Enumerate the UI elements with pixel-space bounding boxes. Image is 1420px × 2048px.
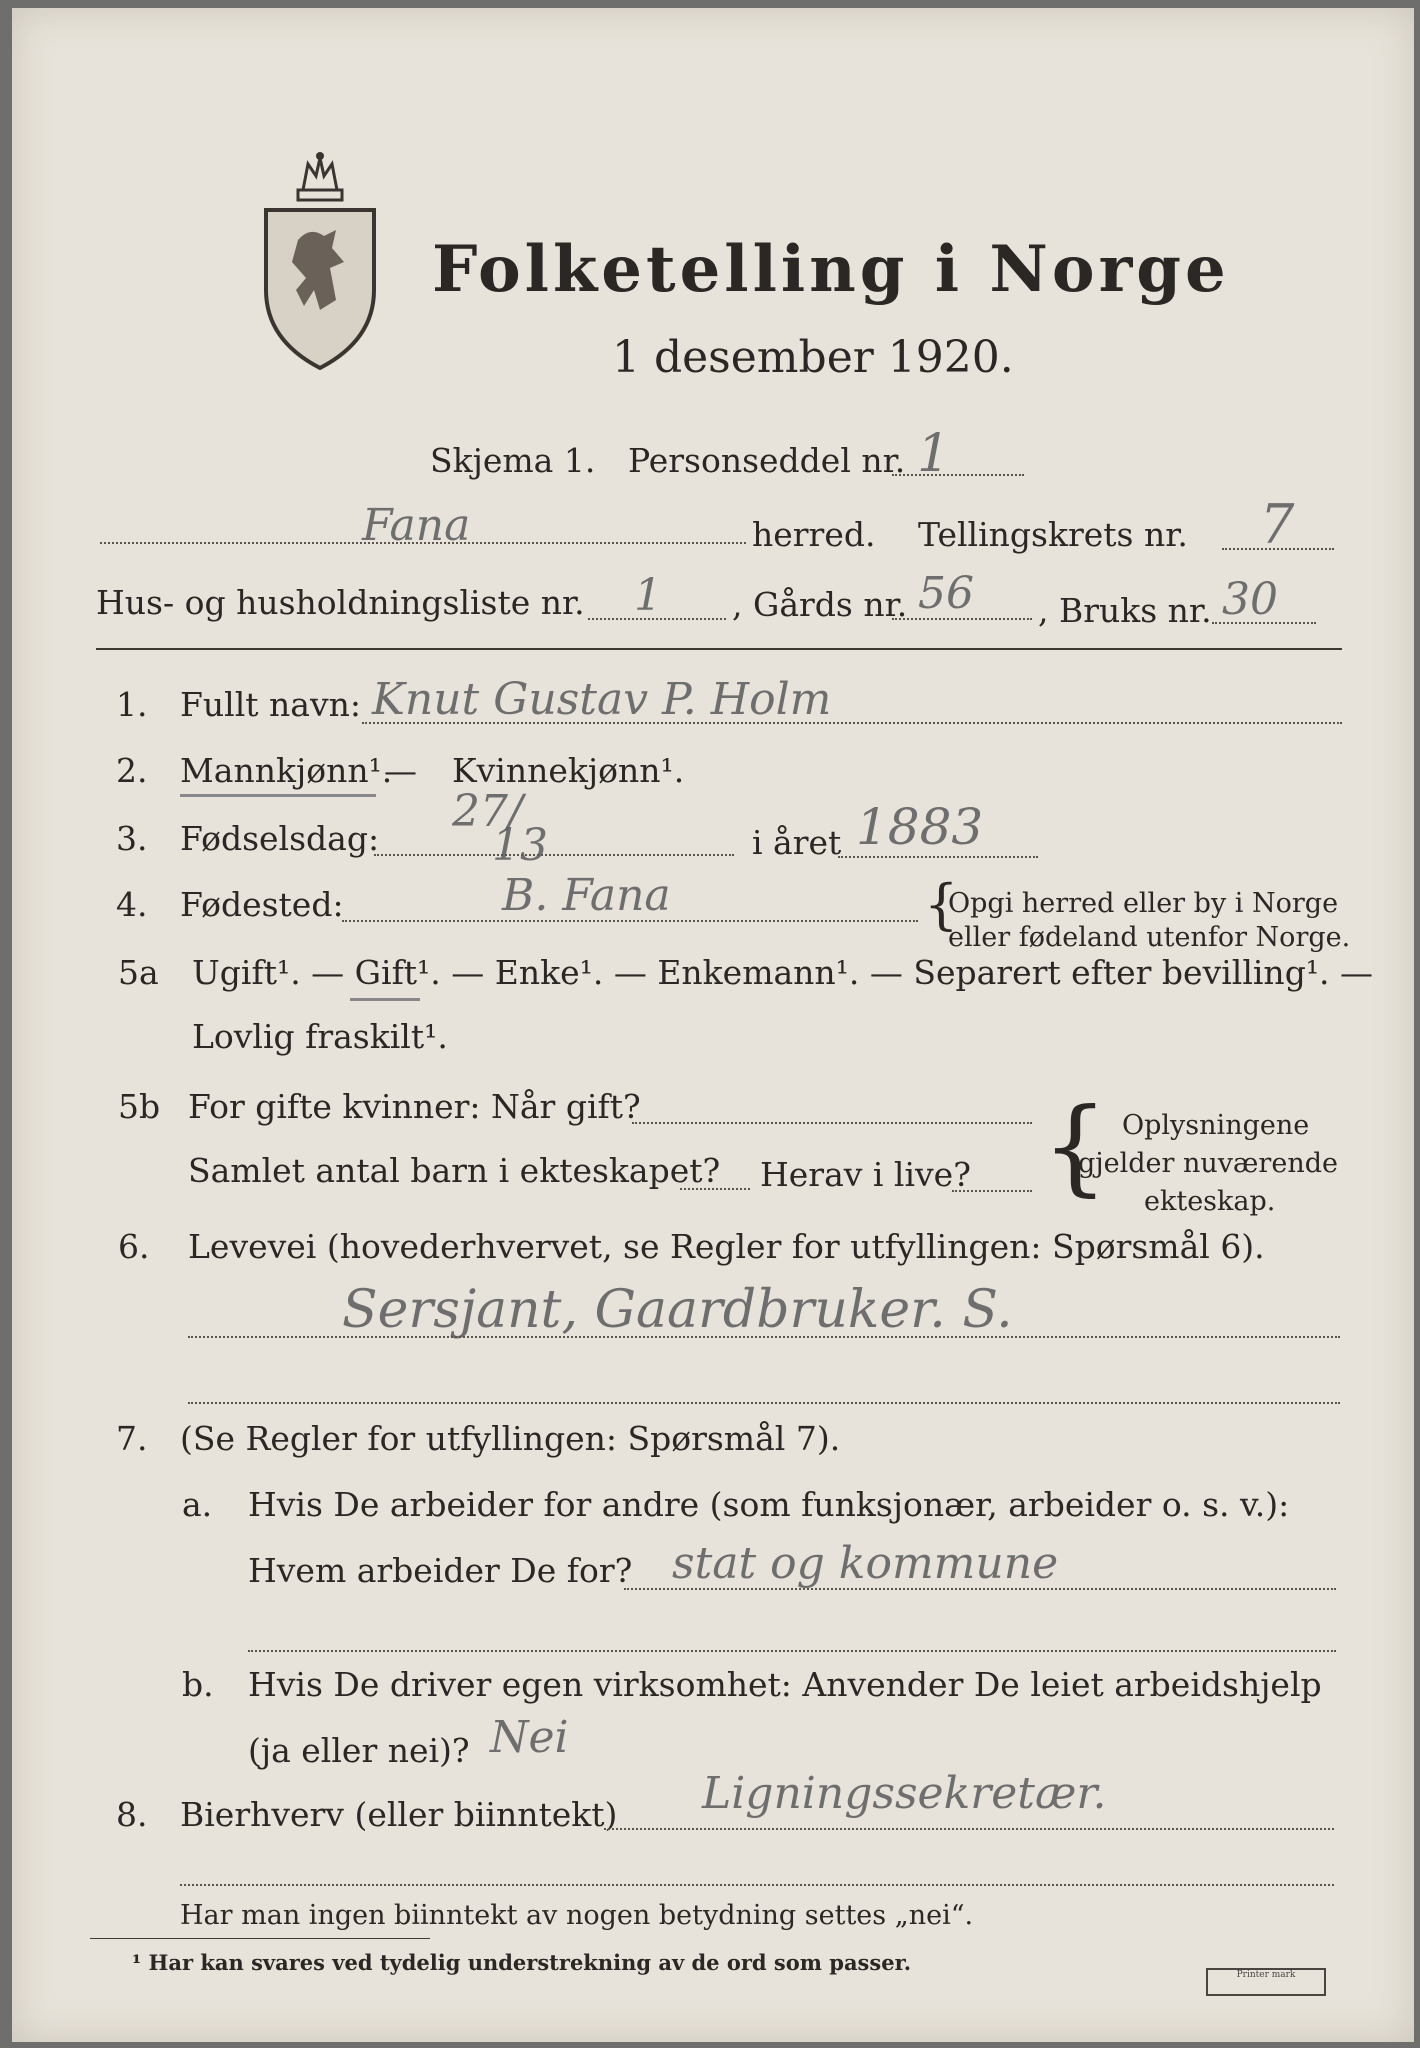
footnote: ¹ Har kan svares ved tydelig understrekning av de ord som passer. [132, 1950, 912, 1975]
q5b-herav: Herav i live? [760, 1155, 971, 1194]
q7b-value: Nei [490, 1712, 569, 1763]
q3-year-value: 1883 [856, 798, 984, 856]
q8-line [604, 1828, 1334, 1830]
q3-day-line [374, 854, 734, 856]
personseddel-label: Personseddel nr. [628, 441, 906, 480]
q7a-line-1: Hvis De arbeider for andre (som funksjonær, arbeider o. s. v.): [248, 1485, 1290, 1524]
bruks-label: , Bruks nr. [1038, 591, 1212, 630]
form-title: Folketelling i Norge [432, 232, 1230, 307]
herred-label: herred. [752, 515, 876, 554]
q5b-children-line [680, 1188, 750, 1190]
q3-number: 3. [116, 819, 148, 858]
census-form [12, 8, 1414, 2042]
q8-label: Bierhverv (eller biinntekt) [180, 1795, 618, 1834]
q2-number: 2. [116, 751, 148, 790]
q1-value: Knut Gustav P. Holm [372, 674, 832, 725]
q7a-value: stat og kommune [672, 1538, 1059, 1589]
q2-male: Mannkjønn¹. [180, 751, 393, 790]
q6-line-1 [188, 1336, 1340, 1338]
q5b-line-2: Samlet antal barn i ekteskapet? [188, 1151, 721, 1190]
q5b-note-3: ekteskap. [1144, 1186, 1276, 1217]
census-form-page [12, 8, 1414, 2042]
q4-value: B. Fana [502, 870, 671, 921]
q3-year-label: i året [752, 823, 842, 862]
norway-coat-of-arms-icon [258, 150, 378, 370]
q5b-living-line [952, 1190, 1032, 1192]
hus-value: 1 [634, 570, 662, 621]
header-rule [96, 648, 1342, 650]
q6-line-2 [188, 1402, 1340, 1404]
q3-year-line [838, 856, 1038, 858]
personseddel-value: 1 [917, 424, 951, 484]
footer-note: Har man ingen biinntekt av nogen betydning settes „nei“. [180, 1900, 974, 1931]
tellingskrets-label: Tellingskrets nr. [918, 515, 1188, 554]
q7a-line-2: Hvem arbeider De for? [248, 1551, 633, 1590]
q5a-options-2: Lovlig fraskilt¹. [192, 1017, 448, 1056]
form-date: 1 desember 1920. [612, 332, 1014, 383]
q6-label: Levevei (hovederhvervet, se Regler for utfyllingen: Spørsmål 6). [188, 1227, 1265, 1266]
q1-label: Fullt navn: [180, 685, 361, 724]
q5b-note-2: gjelder nuværende [1078, 1148, 1338, 1179]
gards-value: 56 [918, 568, 974, 619]
q5b-line-1: For gifte kvinner: Når gift? [188, 1087, 641, 1126]
q5b-married-line [632, 1122, 1032, 1124]
q8-line-2 [180, 1884, 1334, 1886]
hus-label: Hus- og husholdningsliste nr. [96, 583, 585, 622]
printer-stamp: Printer mark [1206, 1968, 1326, 1996]
herred-value: Fana [362, 500, 471, 551]
q7b-line-1: Hvis De driver egen virksomhet: Anvender De leiet arbeidshjelp [248, 1665, 1322, 1704]
q5a-options: Ugift¹. — Gift¹. — Enke¹. — Enkemann¹. — Separert efter bevilling¹. — [192, 953, 1374, 992]
personseddel-line [892, 474, 1024, 476]
q7b-letter: b. [182, 1665, 214, 1704]
q5b-number: 5b [118, 1087, 161, 1126]
q7a-line-extra [248, 1650, 1336, 1652]
q5a-gift-underline [350, 998, 420, 1001]
q4-number: 4. [116, 885, 148, 924]
schema-label: Skjema 1. [430, 441, 596, 480]
q2-sep: — [384, 751, 417, 790]
q6-value: Sersjant, Gaardbruker. S. [342, 1280, 1013, 1340]
q3-day: 27/ [452, 786, 523, 837]
footnote-rule [90, 1938, 430, 1939]
gards-label: , Gårds nr. [732, 585, 908, 624]
q3-label: Fødselsdag: [180, 819, 380, 858]
q7b-line-2: (ja eller nei)? [248, 1731, 470, 1770]
q8-value: Ligningssekretær. [702, 1768, 1107, 1819]
tellingskrets-value: 7 [1260, 493, 1295, 556]
q4-label: Fødested: [180, 885, 344, 924]
q4-note-2: eller fødeland utenfor Norge. [948, 922, 1351, 953]
bruks-value: 30 [1222, 574, 1278, 625]
q8-number: 8. [116, 1795, 148, 1834]
q5a-number: 5a [118, 953, 159, 992]
q2-female: Kvinnekjønn¹. [452, 751, 685, 790]
q7-label: (Se Regler for utfyllingen: Spørsmål 7). [180, 1419, 841, 1458]
q3-month: 13 [492, 820, 548, 871]
q7-number: 7. [116, 1419, 148, 1458]
q2-male-underline [180, 794, 376, 797]
q5b-brace: { [1042, 1085, 1109, 1207]
q6-number: 6. [118, 1227, 150, 1266]
q1-number: 1. [116, 685, 148, 724]
q7a-letter: a. [182, 1485, 213, 1524]
q4-brace: { [924, 873, 959, 936]
q4-note-1: Opgi herred eller by i Norge [948, 888, 1339, 919]
q5b-note-1: Oplysningene [1122, 1110, 1310, 1141]
